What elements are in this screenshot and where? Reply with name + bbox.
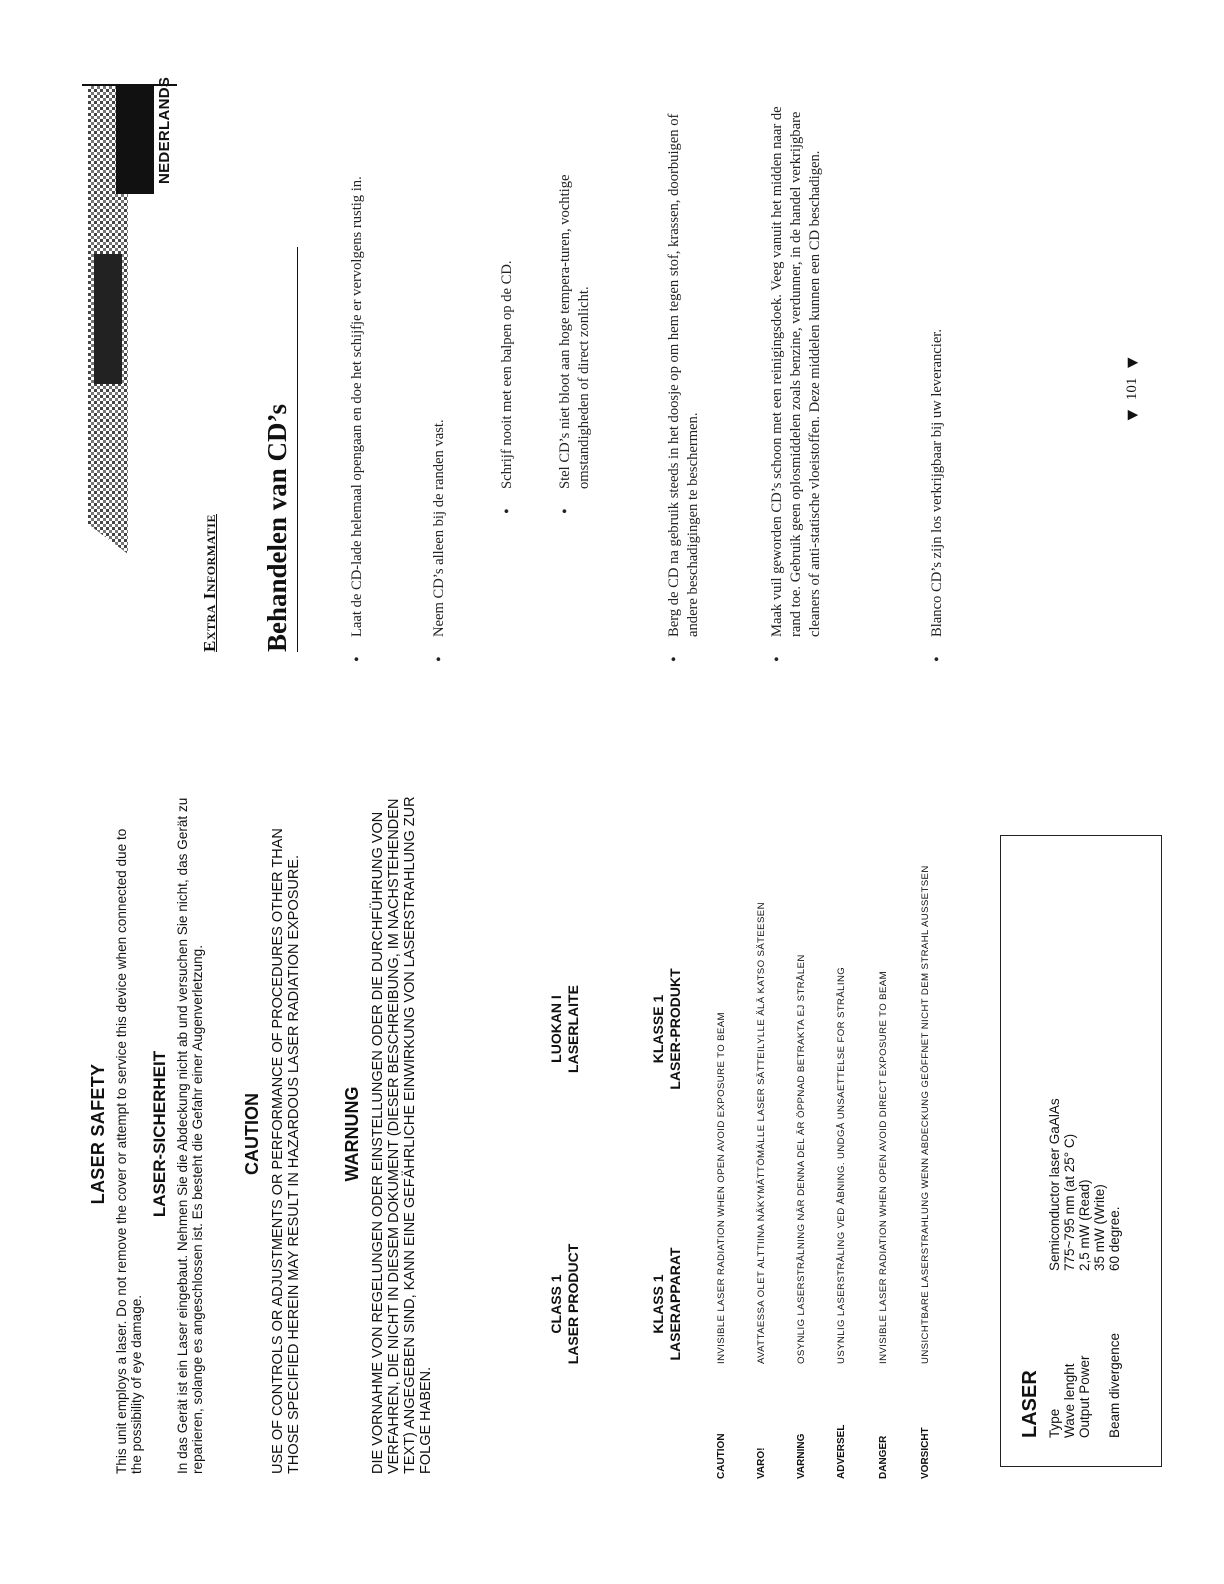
page-number: 101 [1124, 377, 1140, 401]
bullet-text: Stel CD’s niet bloot aan hoge tempera-turen, vochtige omstandigheden of direct zonlicht. [557, 174, 592, 489]
laser-safety-title: LASER SAFETY [88, 1063, 108, 1205]
section-heading: Behandelen van CD’s [262, 247, 298, 652]
class-label-line1: CLASS 1 [548, 1274, 564, 1334]
warning-text: INVISIBLE LASER RADIATION WHEN OPEN AVOID DIRECT EXPOSURE TO BEAM [878, 971, 889, 1364]
bullet-icon: • [499, 508, 516, 514]
laser-safety-intro: This unit employs a laser. Do not remove the cover or attempt to service this device when connected due to the possibility of eye damage. [114, 828, 144, 1474]
warning-text: OSYNLIG LASERSTRÅLNING NÄR DENNA DEL ÄR ÖPPNAD BETRAKTA EJ STRÅLEN [796, 954, 807, 1364]
spec-value: 775~795 nm (at 25° C) [1062, 1133, 1077, 1271]
warnung-title: WARNUNG [342, 1086, 362, 1182]
language-tab: NEDERLANDS [156, 76, 173, 184]
triangle-left-icon: ▼ [1122, 406, 1142, 424]
bullet-text: Berg de CD na gebruik steeds in het doosje op om hem tegen stof, krassen, doorbuigen of andere beschadigingen te beschermen. [666, 113, 701, 637]
caution-text: USE OF CONTROLS OR ADJUSTMENTS OR PERFORMANCE OF PROCEDURES OTHER THAN THOSE SPECIFIED HEREIN MAY RESULT IN HAZARDOUS LASER RADIATION EXPOSURE. [270, 828, 302, 1474]
class-label [548, 1224, 582, 1384]
nederlands-tab-block [116, 84, 154, 194]
class-label-line1: KLASSE 1 [650, 994, 666, 1064]
spec-value: 2,5 mW (Read) [1077, 1179, 1092, 1271]
warning-text: USYNLIG LASERSTRÅLING VED ÅBNING. UNDGÅ UNSAETTELSE FOR STRÅLING [836, 966, 847, 1364]
warning-key: ADVERSEL [836, 1424, 847, 1479]
laser-spec-box [1000, 835, 1162, 1467]
bullet-text: Neem CD’s alleen bij de randen vast. [431, 419, 447, 637]
class-label [650, 1224, 684, 1384]
section-title: Extra Informatie [200, 514, 219, 652]
warning-text: INVISIBLE LASER RADIATION WHEN OPEN AVOID EXPOSURE TO BEAM [716, 1012, 727, 1364]
laser-sicherheit-text: In das Gerät ist ein Laser eingebaut. Nehmen Sie die Abdeckung nicht ab und versuchen Sie nicht, das Gerät zu reparieren, solange es angeschlossen ist. Es besteht die Gefahr einer Augenverletzung. [175, 797, 205, 1474]
warning-key: VARNING [796, 1433, 807, 1479]
warning-text: UNSICHTBARE LASERSTRAHLUNG WENN ABDECKUNG GEÖFFNET NICHT DEM STRAHL AUSSETSEN [920, 865, 931, 1364]
spec-label: Output Power [1077, 1355, 1092, 1438]
bullet-icon: • [557, 508, 574, 514]
bullet-icon: • [349, 656, 366, 662]
warning-key: DANGER [878, 1435, 889, 1479]
bullet-text: Blanco CD’s zijn los verkrijgbaar bij uw leverancier. [929, 328, 945, 637]
warning-key: VORSICHT [920, 1427, 931, 1479]
spec-value: 35 mW (Write) [1092, 1184, 1107, 1271]
class-label-line1: LUOKAN I [548, 995, 564, 1063]
bullet-icon: • [431, 656, 448, 662]
class-label-line2: LASERAPPARAT [667, 1247, 683, 1361]
laser-heading: LASER [1019, 1370, 1041, 1438]
class-label-line2: LASERLAITE [565, 985, 581, 1073]
triangle-right-icon: ▼ [1122, 353, 1142, 372]
warning-text: AVATTAESSA OLET ALTTIINA NÄKYMÄTTÖMÄLLE LASER SÄTTEILYLLE ÄLÄ KATSO SÄTEESEN [756, 902, 767, 1364]
spec-label: Type [1047, 1408, 1062, 1438]
spec-value: 60 degree. [1107, 1206, 1122, 1271]
warnung-text: DIE VORNAHME VON REGELUNGEN ODER EINSTELLUNGEN ODER DIE DURCHFÜHRUNG VON VERFAHREN, DIE NICHT IN DIESEM DOKUMENT (DIESER BESCHREIBUNG, IM NACHSTEHENDEN TEXT) ANGEGEBEN SIND, KANN EINE GEFÄHRLICHE EINWIRKUNG VON LASERSTRAHLUNG ZUR FOLGE HABEN. [370, 796, 434, 1474]
bullet-text: Laat de CD-lade helemaal opengaan en doe het schijfje er vervolgens rustig in. [349, 176, 365, 637]
bullet-text: Maak vuil geworden CD’s schoon met een reinigingsdoek. Veeg vanuit het midden naar de rand toe. Gebruik geen oplosmiddelen zoals benzine, verdunner, in de handel verkrijgbare cleaners of anti-statische vloeistoffen. Deze middelen kunnen een CD beschadigen. [769, 106, 823, 637]
warning-key: VARO! [756, 1447, 767, 1479]
caution-title: CAUTION [242, 1093, 262, 1175]
bullet-icon: • [666, 656, 683, 662]
bullet-text: Schrijf nooit met een balpen op de CD. [499, 260, 515, 489]
bullet-icon: • [929, 656, 946, 662]
spec-label: Beam divergence [1107, 1332, 1122, 1438]
class-label-line2: LASER-PRODUKT [667, 968, 683, 1090]
class-label [548, 949, 582, 1109]
spec-label: Wave lenght [1062, 1363, 1077, 1438]
page-footer [1122, 354, 1143, 424]
class-label [650, 949, 684, 1109]
laser-sicherheit-title: LASER-SICHERHEIT [150, 1050, 169, 1218]
class-label-line2: LASER PRODUCT [565, 1243, 581, 1365]
bullet-icon: • [769, 656, 786, 662]
class-label-line1: KLASS 1 [650, 1274, 666, 1334]
warning-key: CAUTION [716, 1433, 727, 1479]
spec-value: Semiconductor laser GaAlAs [1047, 1098, 1062, 1271]
